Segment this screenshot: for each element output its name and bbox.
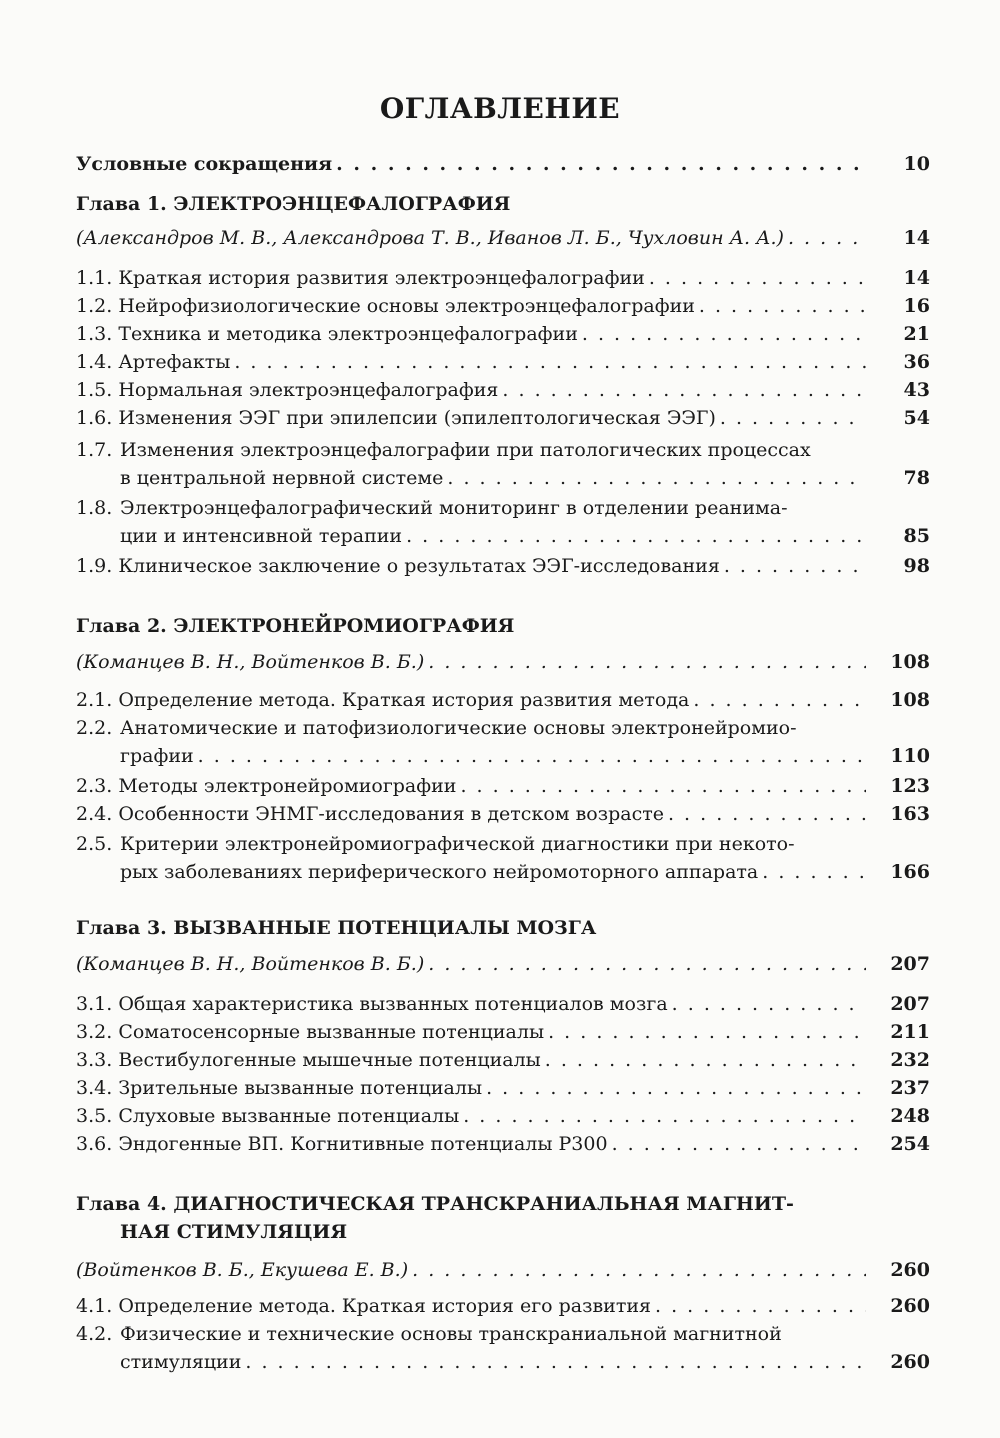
toc-entry[interactable]	[76, 552, 930, 580]
leader-dots	[649, 264, 866, 292]
entry-title: Краткая история развития электроэнцефалографии	[118, 267, 645, 289]
leader-dots	[406, 522, 866, 550]
chapter-authors-4	[76, 1256, 930, 1284]
leader-dots	[412, 1256, 866, 1284]
page-number: 110	[890, 745, 930, 767]
page-number: 78	[903, 467, 930, 489]
entry-number: 1.2.	[76, 295, 113, 317]
leader-dots	[428, 648, 866, 676]
page-number: 108	[890, 689, 930, 711]
entry-title: Определение метода. Краткая история его развития	[118, 1295, 651, 1317]
entry-number: 3.6.	[76, 1133, 113, 1155]
toc-entry[interactable]	[76, 772, 930, 800]
entry-number: 2.5.	[76, 833, 113, 855]
entry-number: 2.3.	[76, 775, 113, 797]
toc-entry[interactable]	[76, 348, 930, 376]
entry-title: Определение метода. Краткая история развития метода	[118, 689, 690, 711]
toc-entry[interactable]	[76, 1046, 930, 1074]
page-number: 10	[903, 153, 930, 175]
page-number: 21	[903, 323, 930, 345]
toc-entry[interactable]	[76, 436, 930, 492]
leader-dots	[460, 772, 866, 800]
page-number: 43	[903, 379, 930, 401]
entry-title: Техника и методика электроэнцефалографии	[118, 323, 578, 345]
entry-number: 3.3.	[76, 1049, 113, 1071]
entry-title: Нейрофизиологические основы электроэнцефалографии	[118, 295, 695, 317]
entry-title: Клиническое заключение о результатах ЭЭГ-исследования	[118, 555, 720, 577]
entry-title-cont: в центральной нервной системе	[120, 467, 444, 489]
authors-text: (Александров М. В., Александрова Т. В., Иванов Л. Б., Чухловин А. А.)	[76, 227, 784, 249]
entry-number: 3.2.	[76, 1021, 113, 1043]
entry-title: Общая характеристика вызванных потенциалов мозга	[118, 993, 668, 1015]
chapter-heading-3[interactable]: Глава 3. ВЫЗВАННЫЕ ПОТЕНЦИАЛЫ МОЗГА	[76, 917, 597, 939]
entry-title: Вестибулогенные мышечные потенциалы	[118, 1049, 541, 1071]
chapter-heading-2[interactable]: Глава 2. ЭЛЕКТРОНЕЙРОМИОГРАФИЯ	[76, 615, 515, 637]
leader-dots	[545, 1046, 866, 1074]
page-number: 16	[903, 295, 930, 317]
entry-title-cont: рых заболеваниях периферического нейромоторного аппарата	[120, 861, 759, 883]
entry-number: 1.3.	[76, 323, 113, 345]
leader-dots	[720, 404, 866, 432]
toc-entry[interactable]	[76, 1102, 930, 1130]
chapter-heading-line1: Глава 4. ДИАГНОСТИЧЕСКАЯ ТРАНСКРАНИАЛЬНАЯ МАГНИТ-	[76, 1193, 794, 1215]
entry-number: 4.2.	[76, 1323, 113, 1345]
leader-dots	[699, 292, 866, 320]
entry-number: 1.7.	[76, 439, 113, 461]
entry-number: 1.5.	[76, 379, 113, 401]
entry-title: Методы электронейромиографии	[118, 775, 457, 797]
chapter-authors-3	[76, 950, 930, 978]
entry-title: Анатомические и патофизиологические основы электронейромио-	[120, 717, 797, 739]
page-number: 232	[890, 1049, 930, 1071]
leader-dots	[693, 686, 866, 714]
toc-entry[interactable]	[76, 800, 930, 828]
toc-entry[interactable]	[76, 686, 930, 714]
page-number: 207	[890, 953, 930, 975]
page-number: 211	[890, 1021, 930, 1043]
page-number: 14	[903, 267, 930, 289]
leader-dots	[463, 1102, 866, 1130]
leader-dots	[655, 1292, 866, 1320]
leader-dots	[234, 348, 866, 376]
page-number: 260	[890, 1295, 930, 1317]
toc-entry[interactable]	[76, 1320, 930, 1376]
leader-dots	[668, 800, 866, 828]
authors-text: (Войтенков В. Б., Екушева Е. В.)	[76, 1259, 409, 1281]
toc-entry[interactable]	[76, 830, 930, 886]
entry-number: 1.6.	[76, 407, 113, 429]
entry-title: Критерии электронейромиографической диагностики при некото-	[120, 833, 795, 855]
page-number: 248	[890, 1105, 930, 1127]
chapter-heading-line2: НАЯ СТИМУЛЯЦИЯ	[120, 1221, 348, 1243]
entry-title: Артефакты	[118, 351, 231, 373]
entry-title: Условные сокращения	[76, 153, 333, 175]
entry-title: Электроэнцефалографический мониторинг в отделении реанима-	[120, 497, 788, 519]
toc-entry-abbreviations[interactable]	[76, 150, 930, 178]
leader-dots	[502, 376, 866, 404]
toc-entry[interactable]	[76, 292, 930, 320]
leader-dots	[548, 1018, 866, 1046]
entry-number: 3.1.	[76, 993, 113, 1015]
entry-title: Эндогенные ВП. Когнитивные потенциалы Р300	[118, 1133, 608, 1155]
entry-title: Соматосенсорные вызванные потенциалы	[118, 1021, 545, 1043]
chapter-heading-4[interactable]	[76, 1190, 930, 1246]
entry-number: 2.4.	[76, 803, 113, 825]
entry-title-cont: графии	[120, 745, 194, 767]
leader-dots	[612, 1130, 866, 1158]
entry-title: Нормальная электроэнцефалография	[118, 379, 499, 401]
entry-number: 3.5.	[76, 1105, 113, 1127]
entry-number: 3.4.	[76, 1077, 113, 1099]
entry-number: 1.8.	[76, 497, 113, 519]
toc-entry[interactable]	[76, 1292, 930, 1320]
page-number: 260	[890, 1259, 930, 1281]
leader-dots	[336, 150, 866, 178]
leader-dots	[245, 1348, 866, 1376]
leader-dots	[788, 224, 866, 252]
entry-number: 4.1.	[76, 1295, 113, 1317]
page-number: 260	[890, 1351, 930, 1373]
leader-dots	[672, 990, 866, 1018]
page-number: 237	[890, 1077, 930, 1099]
page-number: 207	[890, 993, 930, 1015]
leader-dots	[582, 320, 866, 348]
toc-entry[interactable]	[76, 714, 930, 770]
page-number: 108	[890, 651, 930, 673]
leader-dots	[447, 464, 866, 492]
page-number: 254	[890, 1133, 930, 1155]
entry-title: Особенности ЭНМГ-исследования в детском возрасте	[118, 803, 664, 825]
entry-title-cont: ции и интенсивной терапии	[120, 525, 403, 547]
toc-entry[interactable]	[76, 1074, 930, 1102]
authors-text: (Команцев В. Н., Войтенков В. Б.)	[76, 651, 425, 673]
chapter-heading-1[interactable]: Глава 1. ЭЛЕКТРОЭНЦЕФАЛОГРАФИЯ	[76, 193, 511, 215]
entry-title-cont: стимуляции	[120, 1351, 242, 1373]
entry-number: 2.1.	[76, 689, 113, 711]
page-number: 123	[890, 775, 930, 797]
entry-title: Физические и технические основы транскраниальной магнитной	[120, 1323, 782, 1345]
toc-entry[interactable]	[76, 1130, 930, 1158]
page-number: 54	[903, 407, 930, 429]
toc-entry[interactable]	[76, 320, 930, 348]
toc-entry[interactable]	[76, 1018, 930, 1046]
entry-title: Слуховые вызванные потенциалы	[118, 1105, 460, 1127]
authors-text: (Команцев В. Н., Войтенков В. Б.)	[76, 953, 425, 975]
leader-dots	[724, 552, 866, 580]
toc-entry[interactable]	[76, 404, 930, 432]
leader-dots	[198, 742, 866, 770]
page-number: 98	[903, 555, 930, 577]
chapter-authors-1	[76, 224, 930, 252]
leader-dots	[486, 1074, 866, 1102]
page-number: 163	[890, 803, 930, 825]
toc-entry[interactable]	[76, 494, 930, 550]
toc-entry[interactable]	[76, 264, 930, 292]
toc-entry[interactable]	[76, 990, 930, 1018]
entry-title: Изменения ЭЭГ при эпилепсии (эпилептологическая ЭЭГ)	[118, 407, 716, 429]
entry-title: Зрительные вызванные потенциалы	[118, 1077, 483, 1099]
page-number: 166	[890, 861, 930, 883]
entry-number: 1.1.	[76, 267, 113, 289]
leader-dots	[428, 950, 866, 978]
entry-number: 1.9.	[76, 555, 113, 577]
page-number: 14	[903, 227, 930, 249]
page-number: 85	[903, 525, 930, 547]
page-title: ОГЛАВЛЕНИЕ	[379, 92, 621, 125]
entry-number: 2.2.	[76, 717, 113, 739]
toc-entry[interactable]	[76, 376, 930, 404]
chapter-authors-2	[76, 648, 930, 676]
page-number: 36	[903, 351, 930, 373]
leader-dots	[762, 858, 866, 886]
entry-title: Изменения электроэнцефалографии при патологических процессах	[120, 439, 811, 461]
entry-number: 1.4.	[76, 351, 113, 373]
